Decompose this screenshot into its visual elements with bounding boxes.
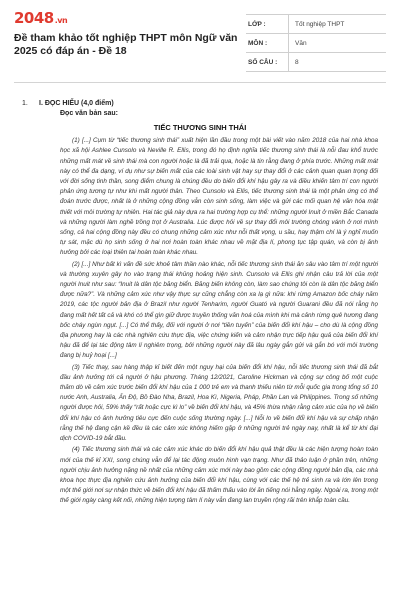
meta-key: MÔN : bbox=[248, 39, 268, 47]
article-title: TIẾC THƯƠNG SINH THÁI bbox=[153, 123, 247, 132]
question-content bbox=[14, 83, 386, 507]
meta-value: Văn bbox=[288, 34, 386, 52]
question-number: 1. bbox=[22, 100, 28, 107]
meta-value: Tốt nghiệp THPT bbox=[288, 15, 386, 33]
logo-tld: .vn bbox=[54, 16, 68, 25]
article-paragraph: (4) Tiếc thương sinh thái và các cảm xúc khác do biến đổi khí hậu quả thật đều là các hiện tượng hoàn toàn mới của thế kỉ XXI, song chúng vẫn để lại tác động muôn hình vạn trạng. Như đã thảo luận ở phần trên, những người chịu ảnh hưởng nặng nề nhất của những cảm xúc mới này bao gồm các cộng đồng người bản địa, các nhà khoa học thực địa nghiên cứu ảnh hưởng của biến đổi khí hậu, cùng với các thế hệ trẻ sinh ra và lớn lên trong một thế giới nơi sự nhận thức về biến đổi khí hậu đã thấm thấu vào lời ăn tiếng nói hằng ngày. Ngoài ra, trong một thế giới ngày càng kết nối, những hiện tượng tâm lí này vẫn đang lan truyền rộng rãi trên khắp toàn cầu. bbox=[60, 446, 378, 505]
meta-row-subject bbox=[246, 34, 386, 53]
brand-block bbox=[14, 10, 244, 58]
site-logo[interactable] bbox=[14, 10, 244, 29]
meta-table bbox=[246, 14, 386, 72]
article-paragraph: (3) Tiếc thay, sau hàng thập kỉ biết đến một nguy hại của biến đổi khí hậu, nỗi tiếc thương sinh thái đã bắt đầu ảnh hưởng tới cả người ở hậu phương. Tháng 12/2021, Caroline Hickman và cộng sự công bố một cuộc thăm dò về cảm xúc trước biến đổi khí hậu của 1 000 trẻ em và thanh thiếu niên từ mỗi quốc gia trong tổng số 10 nước Anh, Australia, Ấn Độ, Bồ Đào Nha, Brazil, Hoa Kì, Nigeria, Pháp, Phần Lan và Philippines. Trong số những người được hỏi, 59% thấy “rất hoặc cực kì lo” về biến đổi khí hậu, và 45% thừa nhận rằng cảm xúc của họ về biến đổi khí hậu có ảnh hưởng tiêu cực đến cuộc sống thường ngày. [...] Nỗi lo về biến đổi khí hậu và sự chấp nhận rằng thế hệ đang cận kề đều là các cảm xúc không hiếm gặp ở những người trẻ ngày nay, nhất là kể từ khi đại dịch COVID-19 bắt đầu. bbox=[60, 363, 378, 443]
article-paragraph: (1) [...] Cụm từ “tiếc thương sinh thái” xuất hiện lần đầu trong một bài viết vào năm 2018 của hai nhà khoa học xã hội Ashlee Cunsolo và Neville R. Ellis, trong đó họ định nghĩa tiếc thương sinh thái là nỗi đau khổ trước những mất mát về sinh thái mà con người hoặc là đã trải qua, hoặc là tin rằng đang ở phía trước. Những mất mát này có thể đa dạng, ví dụ như sự biến mất của các loài sinh vật hay sự thay đổi ở các cảnh quan quan trọng đối với đời sống tinh thần, song điểm chung là chúng đều do biến đổi khí hậu gây ra và điều khiến tâm trí con người phản ứng tương tự như khi mất người thân. Theo Cunsolo và Ellis, tiếc thương sinh thái là một phản ứng có thể đoán trước được, nhất là ở những cộng đồng vẫn còn sinh sống, làm việc và gửi các mối quan hệ văn hóa mật thiết với môi trường tự nhiên. Hai tác giả này dựa ra hai trường hợp cụ thể: những người Inuit ở miền Bắc Canada và những người làm nghề trồng trọt ở Australia. Lúc được hỏi về sự thay đổi môi trường chóng vánh ở nơi mình sống, cả hai cộng đồng này đều có chung những cảm xúc như nỗi thất vọng, u sầu, hay thậm chí là ý nghĩ muốn tự sát, mặc dù họ sinh sống ở hai nơi hoàn toàn khác nhau về mặt địa lí, phong tục tập quán, và còn bị ảnh hưởng bởi các loại thiên tai hoàn toàn khác nhau. bbox=[60, 137, 378, 257]
section-heading bbox=[22, 99, 378, 109]
document-title: Đề tham khảo tốt nghiệp THPT môn Ngữ văn 2025 có đáp án - Đề 18 bbox=[14, 32, 238, 57]
article-paragraph: (2) [...] Như bất kì vấn đề sức khoẻ tâm thần nào khác, nỗi tiếc thương sinh thái ăn sâu vào tâm trí một người và thường xuyên gây ho vào trạng thái khủng hoảng hiện sinh. Cunsolo và Ellis ghi nhận câu trả lời của một người Inuit như sau: “Inuit là dân tộc băng biển. Băng biến không còn, làm sao chúng tôi còn là dân tộc băng biển được nữa?”. Và những cảm xúc như vậy thực sự cũng chẳng còn xa lạ gì nữa: khi rừng Amazon bốc cháy năm 2019, các tộc người bản địa ở Brazil như người Tenharim, người Guató và người Guarani đều đã nói rằng họ đang mất hết tất cả và khó có thể gìn giữ được truyền thống văn hoá của mình khi mà cảnh rừng quê hương đang bốc cháy ngùn ngụt. [...] Có thể thấy, đối với người ở nơi “tiền tuyến” của biến đổi khí hậu – cho dù là cộng đồng địa phương hay là các nhà nghiên cứu thực địa, việc chứng kiến và cảm nhận trực tiếp hậu quả của biến đổi khí hậu đã để lại tác động tâm lí nghiêm trọng, bởi những người này đã lâu ngày gắn gửi và gắn bó với môi trường đang bị huỷ hoại [...] bbox=[60, 260, 378, 360]
section-instruction: Đọc văn bản sau: bbox=[60, 110, 118, 117]
page-header bbox=[14, 10, 386, 72]
meta-row-question-count bbox=[246, 53, 386, 72]
meta-key: LỚP : bbox=[248, 20, 266, 28]
meta-row-class bbox=[246, 15, 386, 34]
logo-main: 2048 bbox=[14, 9, 54, 27]
meta-key: SỐ CÂU : bbox=[248, 58, 278, 66]
section-title: I. ĐỌC HIỂU (4,0 điểm) bbox=[39, 100, 114, 107]
meta-value: 8 bbox=[288, 53, 386, 71]
